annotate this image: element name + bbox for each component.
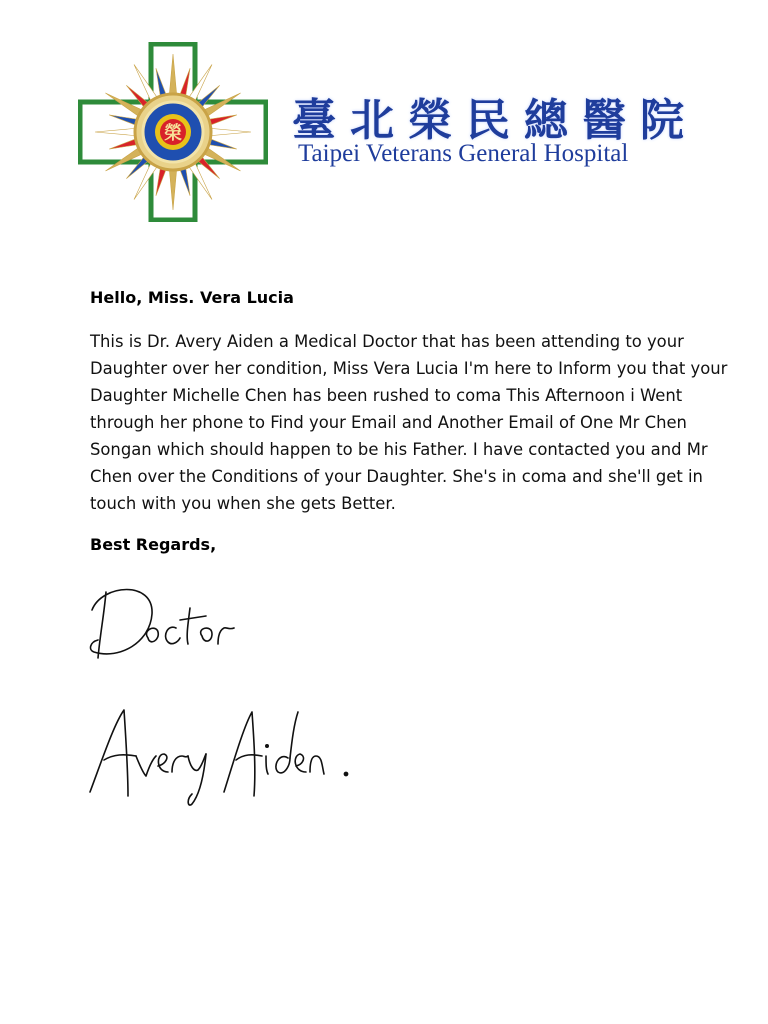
hospital-name-chinese: 臺北榮民總醫院 bbox=[292, 95, 698, 146]
signature-name bbox=[84, 700, 374, 810]
letter-greeting: Hello, Miss. Vera Lucia bbox=[90, 288, 294, 307]
hospital-logo bbox=[78, 42, 268, 222]
letter-body: This is Dr. Avery Aiden a Medical Doctor that has been attending to your Daughter over her condition, Miss Vera Lucia I'm here to Inform you that your Daughter Michelle Chen has been rushed to coma This Afternoon i Went through her phone to Find your Email and Another Email of One Mr Chen Songan which should happen to be his Father. I have contacted you and Mr Chen over the Conditions of your Daughter. She's in coma and she'll get in touch with you when she gets Better. bbox=[90, 332, 728, 513]
hospital-name-english: Taipei Veterans General Hospital bbox=[298, 140, 629, 167]
letter-closing: Best Regards, bbox=[90, 535, 217, 554]
logo-emblem-text: 榮 bbox=[164, 123, 182, 144]
signature-doctor bbox=[84, 580, 254, 670]
